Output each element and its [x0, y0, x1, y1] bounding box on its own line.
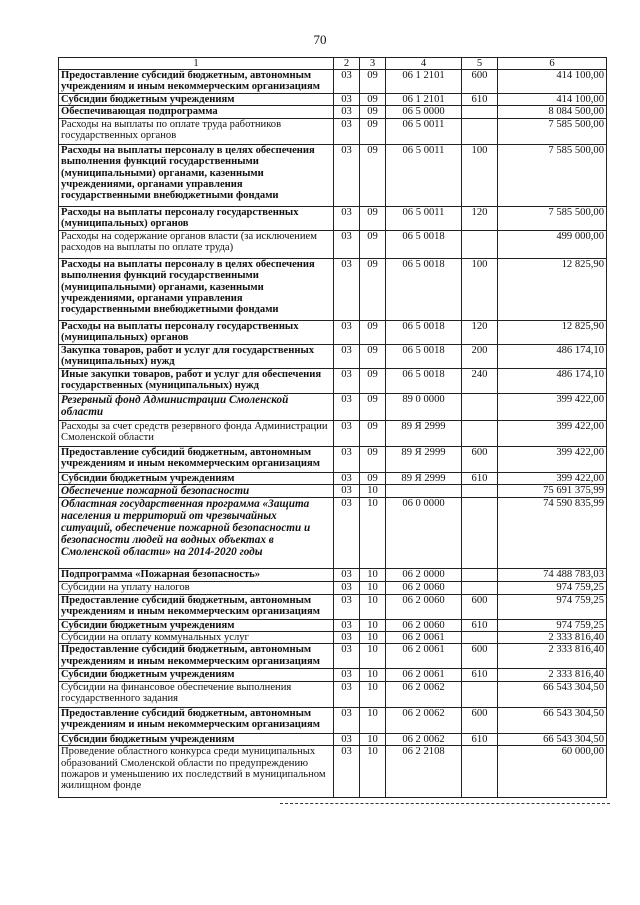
row-target-code-cell: 06 2 0060: [386, 619, 462, 631]
row-expense-type-cell: [462, 582, 498, 594]
row-section-cell: 03: [334, 230, 360, 258]
row-amount-cell: 2 333 816,40: [498, 644, 607, 669]
row-target-code-cell: 06 2 0062: [386, 707, 462, 733]
row-amount-cell: 60 000,00: [498, 746, 607, 798]
row-expense-type-cell: 600: [462, 707, 498, 733]
row-expense-type-cell: 610: [462, 669, 498, 681]
row-subsection-cell: 10: [360, 485, 386, 498]
row-target-code-cell: 89 Я 2999: [386, 446, 462, 472]
table-row: [59, 70, 607, 94]
row-name-cell: Предоставление субсидий бюджетным, автономным учреждениям и иным некоммерческим организациям: [59, 446, 334, 472]
row-target-code-cell: 89 Я 2999: [386, 420, 462, 446]
table-row: [59, 420, 607, 446]
row-name-cell: Субсидии на оплату коммунальных услуг: [59, 632, 334, 644]
row-subsection-cell: 09: [360, 446, 386, 472]
row-name-cell: Предоставление субсидий бюджетным, автономным учреждениям и иным некоммерческим организациям: [59, 707, 334, 733]
row-section-cell: 03: [334, 707, 360, 733]
row-section-cell: 03: [334, 320, 360, 344]
row-target-code-cell: 06 5 0018: [386, 230, 462, 258]
table-row: [59, 707, 607, 733]
row-section-cell: 03: [334, 681, 360, 707]
row-target-code-cell: 06 2 2108: [386, 746, 462, 798]
table-row: [59, 118, 607, 144]
table-row: [59, 446, 607, 472]
row-expense-type-cell: 610: [462, 94, 498, 106]
row-name-cell: Обеспечение пожарной безопасности: [59, 485, 334, 498]
table-row: [59, 144, 607, 206]
table-row: [59, 368, 607, 393]
row-name-cell: Расходы на выплаты персоналу в целях обеспечения выполнения функций государственными (муниципальными) органами, казенными учреждениями, органами управления государственными внебюджетными фондами: [59, 258, 334, 320]
row-name-cell: Расходы на выплаты по оплате труда работников государственных органов: [59, 118, 334, 144]
row-amount-cell: 7 585 500,00: [498, 118, 607, 144]
table-row: [59, 472, 607, 484]
row-name-cell: Иные закупки товаров, работ и услуг для обеспечения государственных (муниципальных) нужд: [59, 368, 334, 393]
row-target-code-cell: 06 2 0061: [386, 669, 462, 681]
row-section-cell: 03: [334, 644, 360, 669]
row-section-cell: 03: [334, 498, 360, 569]
row-amount-cell: 499 000,00: [498, 230, 607, 258]
row-section-cell: 03: [334, 669, 360, 681]
row-name-cell: Подпрограмма «Пожарная безопасность»: [59, 569, 334, 582]
row-section-cell: 03: [334, 746, 360, 798]
row-name-cell: Субсидии бюджетным учреждениям: [59, 94, 334, 106]
row-target-code-cell: [386, 485, 462, 498]
row-amount-cell: 12 825,90: [498, 320, 607, 344]
row-expense-type-cell: 600: [462, 446, 498, 472]
row-section-cell: 03: [334, 70, 360, 94]
row-amount-cell: 7 585 500,00: [498, 206, 607, 230]
table-row: [59, 644, 607, 669]
row-amount-cell: 974 759,25: [498, 619, 607, 631]
row-subsection-cell: 10: [360, 569, 386, 582]
table-header-row: [59, 58, 607, 70]
row-subsection-cell: 09: [360, 106, 386, 118]
table-row: [59, 669, 607, 681]
row-subsection-cell: 10: [360, 594, 386, 619]
row-name-cell: Обеспечивающая подпрограмма: [59, 106, 334, 118]
row-name-cell: Предоставление субсидий бюджетным, автономным учреждениям и иным некоммерческим организациям: [59, 644, 334, 669]
row-section-cell: 03: [334, 582, 360, 594]
row-expense-type-cell: [462, 632, 498, 644]
row-amount-cell: 8 084 500,00: [498, 106, 607, 118]
row-amount-cell: 399 422,00: [498, 420, 607, 446]
row-subsection-cell: 10: [360, 619, 386, 631]
row-name-cell: Расходы на содержание органов власти (за исключением расходов на выплаты по оплате труда): [59, 230, 334, 258]
row-subsection-cell: 09: [360, 420, 386, 446]
row-target-code-cell: 06 2 0062: [386, 681, 462, 707]
table-row: [59, 632, 607, 644]
row-section-cell: 03: [334, 569, 360, 582]
row-expense-type-cell: 120: [462, 206, 498, 230]
header-col-4: 4: [386, 58, 462, 70]
row-target-code-cell: 06 5 0018: [386, 258, 462, 320]
row-amount-cell: 974 759,25: [498, 582, 607, 594]
row-amount-cell: 75 691 375,99: [498, 485, 607, 498]
row-name-cell: Предоставление субсидий бюджетным, автономным учреждениям и иным некоммерческим организациям: [59, 594, 334, 619]
row-amount-cell: 414 100,00: [498, 94, 607, 106]
row-section-cell: 03: [334, 344, 360, 368]
row-expense-type-cell: [462, 230, 498, 258]
row-section-cell: 03: [334, 106, 360, 118]
table-row: [59, 569, 607, 582]
row-subsection-cell: 09: [360, 206, 386, 230]
row-subsection-cell: 09: [360, 144, 386, 206]
row-expense-type-cell: 240: [462, 368, 498, 393]
row-expense-type-cell: 100: [462, 258, 498, 320]
row-target-code-cell: 06 2 0061: [386, 632, 462, 644]
row-target-code-cell: 06 5 0018: [386, 320, 462, 344]
row-target-code-cell: 06 5 0018: [386, 368, 462, 393]
row-expense-type-cell: 120: [462, 320, 498, 344]
row-section-cell: 03: [334, 144, 360, 206]
row-section-cell: 03: [334, 420, 360, 446]
row-target-code-cell: 06 1 2101: [386, 94, 462, 106]
row-expense-type-cell: [462, 118, 498, 144]
row-target-code-cell: 06 1 2101: [386, 70, 462, 94]
row-subsection-cell: 10: [360, 582, 386, 594]
table-row: [59, 619, 607, 631]
row-expense-type-cell: 100: [462, 144, 498, 206]
row-section-cell: 03: [334, 472, 360, 484]
table-row: [59, 733, 607, 745]
row-expense-type-cell: 600: [462, 594, 498, 619]
row-section-cell: 03: [334, 94, 360, 106]
table-row: [59, 230, 607, 258]
row-target-code-cell: 06 0 0000: [386, 498, 462, 569]
table-row: [59, 344, 607, 368]
header-col-1: 1: [59, 58, 334, 70]
row-name-cell: Проведение областного конкурса среди муниципальных образований Смоленской области по предупреждению пожаров и уменьшению их последствий в муниципальном жилищном фонде: [59, 746, 334, 798]
row-subsection-cell: 09: [360, 118, 386, 144]
row-subsection-cell: 09: [360, 393, 386, 420]
table-row: [59, 582, 607, 594]
row-expense-type-cell: [462, 746, 498, 798]
row-amount-cell: 414 100,00: [498, 70, 607, 94]
row-section-cell: 03: [334, 619, 360, 631]
row-name-cell: Расходы на выплаты персоналу в целях обеспечения выполнения функций государственными (муниципальными) органами, казенными учреждениями, органами управления государственными внебюджетными фондами: [59, 144, 334, 206]
row-expense-type-cell: [462, 420, 498, 446]
row-amount-cell: 486 174,10: [498, 344, 607, 368]
row-expense-type-cell: [462, 569, 498, 582]
row-name-cell: Расходы за счет средств резервного фонда Администрации Смоленской области: [59, 420, 334, 446]
row-subsection-cell: 09: [360, 94, 386, 106]
row-subsection-cell: 10: [360, 498, 386, 569]
row-amount-cell: 66 543 304,50: [498, 733, 607, 745]
row-subsection-cell: 09: [360, 368, 386, 393]
row-section-cell: 03: [334, 446, 360, 472]
row-section-cell: 03: [334, 485, 360, 498]
row-subsection-cell: 10: [360, 707, 386, 733]
budget-table: [58, 57, 607, 798]
header-col-5: 5: [462, 58, 498, 70]
row-expense-type-cell: 600: [462, 70, 498, 94]
row-name-cell: Предоставление субсидий бюджетным, автономным учреждениям и иным некоммерческим организациям: [59, 70, 334, 94]
row-target-code-cell: 06 5 0018: [386, 344, 462, 368]
row-target-code-cell: 06 2 0060: [386, 594, 462, 619]
table-row: [59, 485, 607, 498]
row-target-code-cell: 06 5 0000: [386, 106, 462, 118]
row-expense-type-cell: 200: [462, 344, 498, 368]
row-subsection-cell: 09: [360, 344, 386, 368]
table-row: [59, 681, 607, 707]
row-expense-type-cell: 610: [462, 619, 498, 631]
row-subsection-cell: 10: [360, 746, 386, 798]
row-target-code-cell: 89 Я 2999: [386, 472, 462, 484]
row-subsection-cell: 10: [360, 669, 386, 681]
row-section-cell: 03: [334, 258, 360, 320]
row-section-cell: 03: [334, 393, 360, 420]
row-name-cell: Субсидии бюджетным учреждениям: [59, 733, 334, 745]
table-row: [59, 258, 607, 320]
row-amount-cell: 66 543 304,50: [498, 681, 607, 707]
row-target-code-cell: 06 2 0060: [386, 582, 462, 594]
row-amount-cell: 974 759,25: [498, 594, 607, 619]
row-section-cell: 03: [334, 118, 360, 144]
header-col-6: 6: [498, 58, 607, 70]
row-expense-type-cell: 610: [462, 472, 498, 484]
row-subsection-cell: 09: [360, 230, 386, 258]
table-row: [59, 746, 607, 798]
row-subsection-cell: 09: [360, 472, 386, 484]
row-amount-cell: 66 543 304,50: [498, 707, 607, 733]
row-amount-cell: 74 590 835,99: [498, 498, 607, 569]
page-number: 70: [313, 32, 327, 47]
table-row: [59, 320, 607, 344]
table-row: [59, 393, 607, 420]
row-amount-cell: 399 422,00: [498, 446, 607, 472]
row-target-code-cell: 06 2 0061: [386, 644, 462, 669]
row-section-cell: 03: [334, 368, 360, 393]
row-name-cell: Областная государственная программа «Защита населения и территорий от чрезвычайных ситуаций, обеспечение пожарной безопасности и безопасности людей на водных объектах в Смоленской области» на 2014-2020 годы: [59, 498, 334, 569]
row-expense-type-cell: [462, 498, 498, 569]
row-subsection-cell: 10: [360, 632, 386, 644]
row-expense-type-cell: 610: [462, 733, 498, 745]
row-name-cell: Закупка товаров, работ и услуг для государственных (муниципальных) нужд: [59, 344, 334, 368]
row-target-code-cell: 06 2 0062: [386, 733, 462, 745]
row-amount-cell: 486 174,10: [498, 368, 607, 393]
row-amount-cell: 399 422,00: [498, 472, 607, 484]
row-target-code-cell: 06 5 0011: [386, 118, 462, 144]
row-section-cell: 03: [334, 206, 360, 230]
row-amount-cell: 74 488 783,03: [498, 569, 607, 582]
row-amount-cell: 7 585 500,00: [498, 144, 607, 206]
table-row: [59, 594, 607, 619]
row-subsection-cell: 09: [360, 70, 386, 94]
table-row: [59, 94, 607, 106]
header-col-3: 3: [360, 58, 386, 70]
row-expense-type-cell: 600: [462, 644, 498, 669]
row-expense-type-cell: [462, 106, 498, 118]
row-name-cell: Субсидии на финансовое обеспечение выполнения государственного задания: [59, 681, 334, 707]
row-target-code-cell: 89 0 0000: [386, 393, 462, 420]
row-amount-cell: 12 825,90: [498, 258, 607, 320]
dashed-line: [280, 803, 610, 804]
row-amount-cell: 2 333 816,40: [498, 669, 607, 681]
row-subsection-cell: 09: [360, 258, 386, 320]
row-amount-cell: 399 422,00: [498, 393, 607, 420]
row-name-cell: Расходы на выплаты персоналу государственных (муниципальных) органов: [59, 206, 334, 230]
row-name-cell: Субсидии бюджетным учреждениям: [59, 669, 334, 681]
row-name-cell: Субсидии бюджетным учреждениям: [59, 472, 334, 484]
header-col-2: 2: [334, 58, 360, 70]
row-target-code-cell: 06 5 0011: [386, 206, 462, 230]
row-name-cell: Резервный фонд Администрации Смоленской области: [59, 393, 334, 420]
row-target-code-cell: 06 5 0011: [386, 144, 462, 206]
row-subsection-cell: 10: [360, 681, 386, 707]
row-section-cell: 03: [334, 594, 360, 619]
row-amount-cell: 2 333 816,40: [498, 632, 607, 644]
table-row: [59, 206, 607, 230]
row-target-code-cell: 06 2 0000: [386, 569, 462, 582]
table-row: [59, 498, 607, 569]
row-section-cell: 03: [334, 733, 360, 745]
row-name-cell: Субсидии бюджетным учреждениям: [59, 619, 334, 631]
row-expense-type-cell: [462, 393, 498, 420]
row-subsection-cell: 10: [360, 733, 386, 745]
row-expense-type-cell: [462, 485, 498, 498]
row-section-cell: 03: [334, 632, 360, 644]
table-row: [59, 106, 607, 118]
row-expense-type-cell: [462, 681, 498, 707]
row-name-cell: Субсидии на уплату налогов: [59, 582, 334, 594]
row-subsection-cell: 09: [360, 320, 386, 344]
row-name-cell: Расходы на выплаты персоналу государственных (муниципальных) органов: [59, 320, 334, 344]
row-subsection-cell: 10: [360, 644, 386, 669]
